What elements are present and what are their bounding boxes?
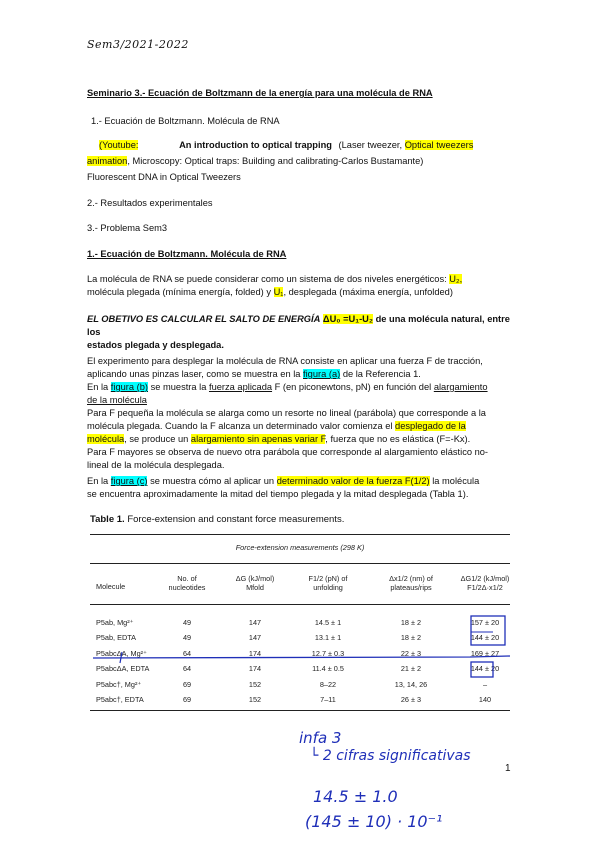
- col-header-dg-mfold: ΔG (kJ/mol) Mfold: [235, 574, 275, 592]
- p3-line-4: Para F mayores se observa de nuevo otra parábola que corresponde al alargamiento elástico no-: [87, 447, 489, 457]
- table-cell: 169 ± 27: [470, 648, 500, 658]
- table-cell: 147: [248, 618, 262, 627]
- table-cell: 174: [248, 664, 262, 674]
- table-row-label: P5abc†, EDTA: [96, 695, 144, 704]
- unfolding-highlight-1: desplegado de la: [395, 421, 466, 431]
- table-cell: 157 ± 20: [470, 618, 500, 627]
- p1-text-b: molécula plegada (mínima energía, folded) y: [87, 287, 271, 297]
- table-cell: 152: [248, 695, 262, 704]
- handwritten-note-4: (145 ± 10) · 10⁻¹: [305, 812, 443, 831]
- youtube-highlight-1[interactable]: Optical tweezers: [404, 140, 474, 150]
- p2-l3-b: se muestra la: [148, 382, 207, 392]
- table-row-label: P5abcΔA, EDTA: [96, 664, 150, 674]
- table-cell: 14.5 ± 1: [314, 618, 342, 627]
- table-cell: 144 ± 20: [470, 633, 500, 643]
- table-cell: 8–22: [319, 679, 337, 689]
- p4-l1-b: se muestra cómo al aplicar un: [147, 476, 275, 486]
- unfolding-highlight-2: molécula: [87, 434, 125, 444]
- table-cell: –: [482, 679, 488, 689]
- youtube-highlight-2[interactable]: animation: [87, 156, 128, 166]
- figure-c-link[interactable]: figura (c): [110, 476, 148, 486]
- table-cell: 21 ± 2: [400, 664, 422, 674]
- p4-line-2: se encuentra aproximadamente la mitad del tiempo plegada y la mitad desplegada (Tabla 1).: [87, 489, 469, 499]
- table-cell: 49: [182, 633, 192, 643]
- youtube-note-line3: Fluorescent DNA in Optical Tweezers: [87, 172, 241, 182]
- figure-a-link[interactable]: figura (a): [303, 369, 341, 379]
- col-header-dg-half: ΔG1/2 (kJ/mol) F1/2Δ·x1/2: [460, 574, 510, 592]
- table-cell: 69: [182, 695, 192, 704]
- table-cell: 64: [182, 648, 192, 658]
- p1-text-a: La molécula de RNA se puede considerar como un sistema de dos niveles energéticos:: [87, 274, 447, 284]
- p2-l3-e: alargamiento: [433, 382, 488, 392]
- table-cell: 13.1 ± 1: [314, 633, 342, 643]
- p3-l3-a: , se produce un: [124, 434, 189, 444]
- p2-l3-d: F (en piconewtons, pN) en función del: [272, 382, 432, 392]
- table-cell: 11.4 ± 0.5: [312, 664, 344, 674]
- delta-u-highlight: ΔU₀ =U₁-U₂: [322, 314, 374, 324]
- youtube-title[interactable]: An introduction to optical trapping: [179, 140, 332, 150]
- table-row-label: P5abc†, Mg²⁺: [96, 679, 142, 689]
- table-cell: 174: [248, 648, 262, 658]
- toc-item-3: 3.- Problema Sem3: [87, 223, 168, 233]
- section-heading: 1.- Ecuación de Boltzmann. Molécula de RNA: [87, 249, 287, 259]
- p3-line-1: Para F pequeña la molécula se alarga como un resorte no lineal (parábola) que corresponde a la: [87, 408, 486, 418]
- table-cell: 147: [248, 633, 262, 643]
- table-row-label: P5ab, Mg²⁺: [96, 618, 134, 627]
- u1-highlight: U₁: [273, 287, 284, 297]
- objective-text-c: estados plegada y desplegada.: [87, 340, 224, 350]
- p3-l3-b: , fuerza que no es elástica (F=-Kx).: [325, 434, 471, 444]
- handwritten-note-1: infa 3: [299, 729, 342, 747]
- p3-line-5: lineal de la molécula desplegada.: [87, 460, 225, 470]
- p2-l3-c: fuerza aplicada: [208, 382, 273, 392]
- table-cell: 12.7 ± 0.3: [311, 648, 345, 658]
- table-cell: 140: [478, 695, 492, 704]
- page-number: 1: [505, 763, 511, 774]
- toc-item-2: 2.- Resultados experimentales: [87, 198, 213, 208]
- col-header-dx-half: Δx1/2 (nm) of plateaus/rips: [389, 574, 433, 592]
- table-cell: 64: [182, 664, 192, 674]
- p2-line-4: de la molécula: [87, 395, 147, 405]
- p2-text-b: de la Referencia 1.: [340, 369, 421, 379]
- table-caption-text: Force-extension and constant force measurements.: [127, 514, 345, 525]
- figure-b-link[interactable]: figura (b): [110, 382, 148, 392]
- table-group-header: Force-extension measurements (298 K): [235, 543, 365, 552]
- p4-l1-a: En la: [87, 476, 109, 486]
- box-row-4: [471, 662, 493, 677]
- col-header-nucleotides: No. of nucleotides: [168, 574, 206, 592]
- p2-text: aplicando unas pinzas laser, como se muestra en la: [87, 369, 301, 379]
- table-cell: 18 ± 2: [400, 618, 422, 627]
- elongation-highlight: alargamiento sin apenas variar F: [190, 434, 326, 444]
- page-header: Sem3/2021-2022: [87, 38, 189, 51]
- col-header-molecule: Molecule: [96, 582, 126, 591]
- objective-text-b: de una molécula natural, entre los: [87, 314, 510, 337]
- u2-highlight: U₂,: [449, 274, 463, 284]
- p2-line-1: El experimento para desplegar la molécula de RNA consiste en aplicar una fuerza F de tracción,: [87, 356, 483, 366]
- youtube-rest-1: (Laser tweezer,: [338, 140, 403, 150]
- table-row-label: P5ab, EDTA: [96, 633, 137, 643]
- youtube-rest-2: , Microscopy: Optical traps: Building and calibrating-Carlos Bustamante): [127, 156, 424, 166]
- table-cell: 26 ± 3: [400, 695, 422, 704]
- table-row-label: P5abcΔA, Mg²⁺: [96, 648, 147, 658]
- table-cell: 22 ± 3: [400, 648, 422, 658]
- table-cell: 69: [182, 679, 192, 689]
- p4-l1-c: la molécula: [429, 476, 480, 486]
- youtube-prefix: (Youtube:: [99, 140, 139, 150]
- table-cell: 144 ± 20: [470, 664, 500, 674]
- table-cell: 18 ± 2: [400, 633, 422, 643]
- p1-text-c: , desplegada (máxima energía, unfolded): [283, 287, 453, 297]
- table-caption-label: Table 1.: [90, 514, 125, 525]
- toc-item-1: 1.- Ecuación de Boltzmann. Molécula de RNA: [91, 116, 280, 126]
- table-cell: 7–11: [320, 695, 336, 704]
- p3-l2: molécula plegada. Cuando la F alcanza un determinado valor comienza el: [87, 421, 393, 431]
- force-half-highlight: determinado valor de la fuerza F(1/2): [276, 476, 430, 486]
- table-cell: 152: [248, 679, 262, 689]
- box-rows-1-2: [471, 616, 505, 645]
- strike-row-3: [93, 656, 510, 658]
- objective-text-a: EL OBETIVO ES CALCULAR EL SALTO DE ENERGÍA: [87, 314, 321, 324]
- table-cell: 49: [182, 618, 192, 627]
- p2-l3-a: En la: [87, 382, 109, 392]
- document-title: Seminario 3.- Ecuación de Boltzmann de la energía para una molécula de RNA: [87, 88, 433, 98]
- col-header-f-half: F1/2 (pN) of unfolding: [308, 574, 348, 592]
- handwritten-note-2: └ 2 cifras significativas: [310, 748, 471, 764]
- table-cell: 13, 14, 26: [394, 679, 428, 689]
- handwritten-note-3: 14.5 ± 1.0: [313, 787, 398, 806]
